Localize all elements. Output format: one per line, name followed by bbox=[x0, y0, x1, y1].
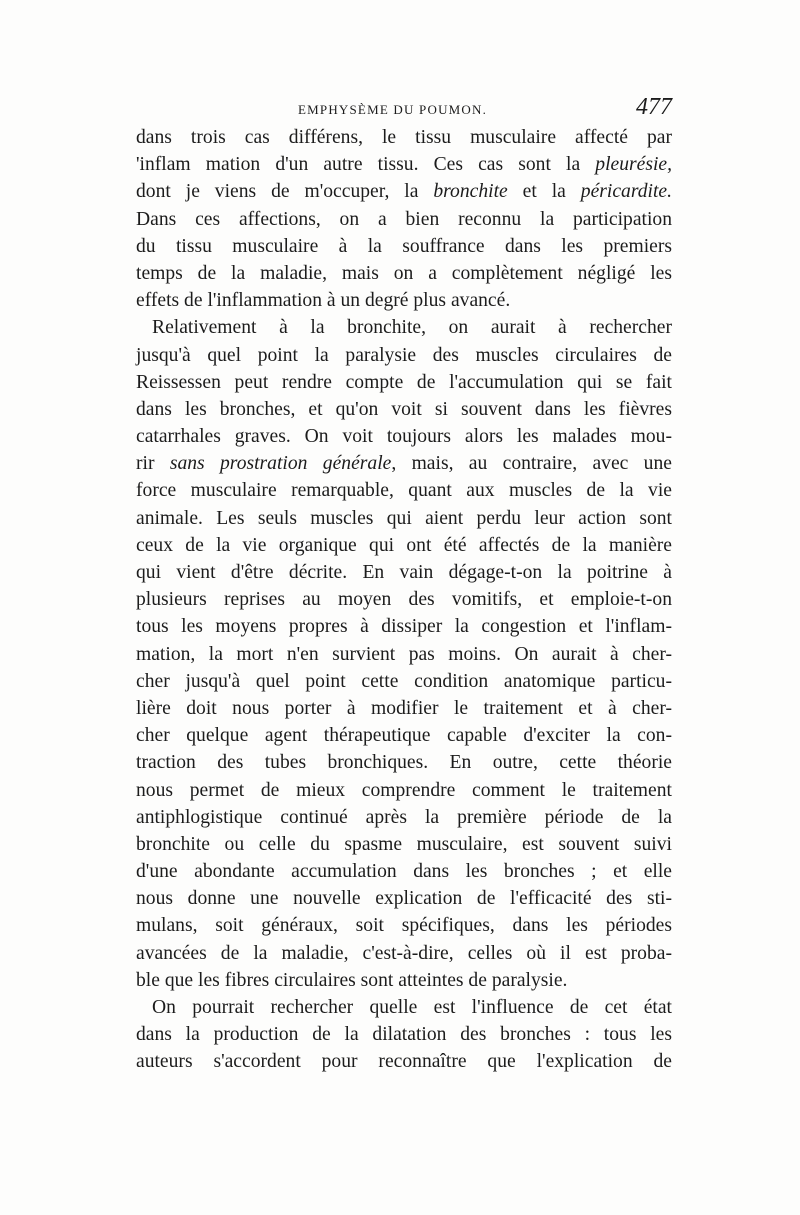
text-line bbox=[136, 804, 672, 831]
text-line bbox=[136, 124, 672, 151]
text-segment: effets de l'inflammation à un degré plus avancé. bbox=[136, 290, 511, 312]
text-segment: bronchite ou celle du spasme musculaire, est souvent suivi bbox=[136, 833, 672, 855]
text-segment: cher quelque agent thérapeutique capable d'exciter la con- bbox=[136, 725, 672, 747]
text-line bbox=[136, 858, 672, 885]
text-line bbox=[136, 912, 672, 939]
text-line bbox=[136, 613, 672, 640]
text-line bbox=[136, 967, 672, 994]
text-line bbox=[136, 396, 672, 423]
text-line bbox=[136, 885, 672, 912]
italic-text: sans prostration générale bbox=[169, 453, 392, 475]
text-line bbox=[136, 559, 672, 586]
text-segment: On pourrait rechercher quelle est l'influence de cet état bbox=[152, 997, 672, 1018]
text-line bbox=[136, 1021, 672, 1048]
text-segment: traction des tubes bronchiques. En outre, cette théorie bbox=[136, 752, 672, 774]
running-head bbox=[136, 94, 672, 124]
text-segment: dont je viens de m'occuper, la bbox=[136, 181, 434, 203]
italic-text: bronchite bbox=[433, 181, 508, 203]
text-segment: dans trois cas différens, le tissu musculaire affecté par bbox=[136, 127, 672, 148]
text-line bbox=[136, 668, 672, 695]
text-segment: 'inflam mation d'un autre tissu. Ces cas sont la bbox=[136, 154, 596, 176]
text-segment: dans la production de la dilatation des bronches : tous les bbox=[136, 1024, 672, 1046]
text-segment: force musculaire remarquable, quant aux muscles de la vie bbox=[136, 480, 672, 502]
text-line bbox=[136, 586, 672, 613]
text-segment: animale. Les seuls muscles qui aient perdu leur action sont bbox=[136, 507, 672, 529]
text-line bbox=[136, 940, 672, 967]
text-segment: du tissu musculaire à la souffrance dans les premiers bbox=[136, 235, 672, 257]
italic-text: pleurésie, bbox=[595, 154, 672, 176]
text-line bbox=[136, 342, 672, 369]
text-segment: qui vient d'être décrite. En vain dégage-t-on la poitrine à bbox=[136, 562, 672, 583]
text-line bbox=[136, 749, 672, 776]
text-line bbox=[136, 1048, 672, 1075]
text-line bbox=[136, 641, 672, 668]
text-line bbox=[136, 505, 672, 532]
text-line bbox=[136, 287, 672, 314]
text-segment: d'une abondante accumulation dans les bronches ; et elle bbox=[136, 861, 672, 883]
text-line bbox=[136, 695, 672, 722]
text-line bbox=[136, 777, 672, 804]
text-line bbox=[136, 260, 672, 287]
text-segment: antiphlogistique continué après la première période de la bbox=[136, 806, 672, 828]
italic-text: péricardite. bbox=[580, 181, 672, 203]
text-segment: Relativement à la bronchite, on aurait à rechercher bbox=[152, 317, 672, 339]
text-segment: et la bbox=[507, 181, 581, 203]
text-line bbox=[136, 477, 672, 504]
text-segment: , mais, au contraire, avec une bbox=[391, 453, 672, 475]
text-line bbox=[136, 450, 672, 477]
text-segment: mulans, soit généraux, soit spécifiques, dans les périodes bbox=[136, 915, 672, 937]
text-segment: ceux de la vie organique qui ont été affectés de la manière bbox=[136, 534, 672, 556]
text-line bbox=[136, 206, 672, 233]
text-segment: catarrhales graves. On voit toujours alors les malades mou- bbox=[136, 426, 672, 448]
text-segment: cher jusqu'à quel point cette condition anatomique particu- bbox=[136, 670, 672, 692]
page-number: 477 bbox=[636, 94, 672, 120]
text-segment: lière doit nous porter à modifier le traitement et à cher- bbox=[136, 697, 672, 719]
text-segment: temps de la maladie, mais on a complètement négligé les bbox=[136, 262, 672, 284]
text-line bbox=[136, 722, 672, 749]
text-line bbox=[136, 532, 672, 559]
text-segment: ble que les fibres circulaires sont atteintes de paralysie. bbox=[136, 969, 568, 991]
running-title: EMPHYSÈME DU POUMON. bbox=[298, 102, 488, 117]
text-segment: nous donne une nouvelle explication de l'efficacité des sti- bbox=[136, 888, 672, 910]
text-segment: jusqu'à quel point la paralysie des muscles circulaires de bbox=[136, 344, 672, 366]
text-segment: nous permet de mieux comprendre comment le traitement bbox=[136, 779, 672, 801]
text-segment: plusieurs reprises au moyen des vomitifs, et emploie-t-on bbox=[136, 589, 672, 611]
text-segment: rir bbox=[136, 453, 170, 475]
text-segment: Reissessen peut rendre compte de l'accumulation qui se fait bbox=[136, 371, 672, 393]
text-segment: avancées de la maladie, c'est-à-dire, celles où il est proba- bbox=[136, 942, 672, 964]
text-segment: mation, la mort n'en survient pas moins. On aurait à cher- bbox=[136, 643, 672, 665]
text-segment: auteurs s'accordent pour reconnaître que l'explication de bbox=[136, 1051, 672, 1073]
text-line bbox=[136, 178, 672, 205]
text-line bbox=[136, 831, 672, 858]
text-line bbox=[136, 233, 672, 260]
body-text bbox=[136, 124, 672, 1076]
text-line bbox=[136, 994, 672, 1021]
text-segment: dans les bronches, et qu'on voit si souvent dans les fièvres bbox=[136, 398, 672, 420]
text-line bbox=[136, 423, 672, 450]
text-segment: tous les moyens propres à dissiper la congestion et l'inflam- bbox=[136, 616, 672, 638]
text-line bbox=[136, 369, 672, 396]
text-line bbox=[136, 151, 672, 178]
text-line bbox=[136, 314, 672, 341]
text-segment: Dans ces affections, on a bien reconnu la participation bbox=[136, 208, 672, 230]
